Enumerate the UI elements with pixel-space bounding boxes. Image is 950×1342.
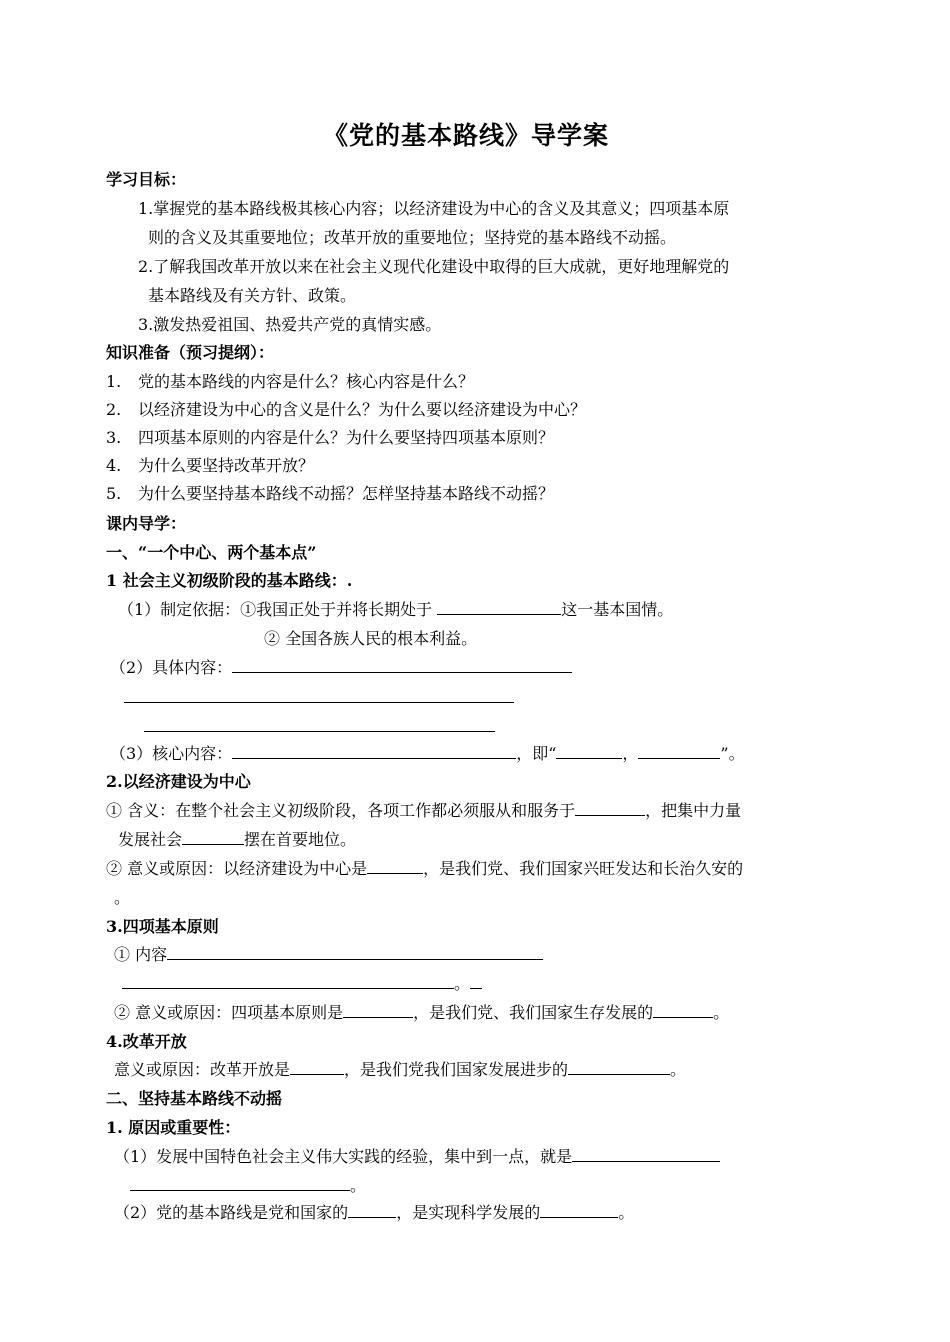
basis-line-2: ② 全国各族人民的根本利益。: [264, 629, 478, 648]
part-2-heading: 二、坚持基本路线不动摇: [106, 1089, 283, 1108]
reason-text-b: ，是我们党、我们国家兴旺发达和长治久安的: [423, 859, 744, 878]
prep-item-text: 为什么要坚持基本路线不动摇？怎样坚持基本路线不动摇？: [138, 484, 555, 503]
prep-item-text: 为什么要坚持改革开放？: [138, 456, 315, 475]
importance-1-text: （1）发展中国特色社会主义伟大实践的经验，集中到一点，就是: [114, 1147, 573, 1166]
blank-principles-reason-1[interactable]: [343, 1003, 413, 1018]
basis-text: （1）制定依据：①我国正处于并将长期处于: [118, 600, 433, 619]
importance-2-line: [114, 1203, 634, 1223]
section-3-heading: 3.四项基本原则: [106, 917, 219, 936]
objective-3: 3.激发热爱祖国、热爱共产党的真情实感。: [138, 315, 442, 334]
prep-item-number: 2.: [106, 400, 122, 419]
reform-reason-line: [114, 1060, 686, 1080]
prep-item-number: 5.: [106, 484, 122, 503]
guide-heading: 课内导学：: [106, 514, 187, 533]
meaning-text: ① 含义：在整个社会主义初级阶段，各项工作都必须服从和服务于: [106, 801, 576, 820]
reform-reason-text: 意义或原因：改革开放是: [114, 1060, 291, 1079]
prep-item-number: 3.: [106, 428, 122, 447]
importance-2-end: 。: [618, 1203, 635, 1222]
prep-item-number: 4.: [106, 456, 122, 475]
blank-national-condition[interactable]: [437, 600, 561, 615]
prep-item-text: 四项基本原则的内容是什么？为什么要坚持四项基本原则？: [138, 428, 555, 447]
importance-2-text: （2）党的基本路线是党和国家的: [114, 1203, 349, 1222]
principles-content-line: [114, 945, 543, 965]
basis-line-1: [118, 600, 673, 620]
content-label: （2）具体内容：: [110, 658, 233, 677]
prep-item-4: [106, 456, 315, 476]
basis-text-end: 这一基本国情。: [561, 600, 674, 619]
core-end: ”。: [720, 744, 745, 763]
reason-2-end: 。: [114, 888, 131, 907]
core-label: （3）核心内容：: [110, 744, 233, 763]
blank-importance-1[interactable]: [572, 1147, 720, 1162]
blank-principles-2[interactable]: [122, 974, 454, 989]
reform-reason-end: 。: [670, 1060, 687, 1079]
reason-text: ② 意义或原因：以经济建设为中心是: [106, 859, 368, 878]
part-1-heading: 一、“一个中心、两个基本点”: [106, 543, 317, 562]
section-1-heading: 1 社会主义初级阶段的基本路线：.: [106, 571, 353, 590]
principles-reason-end: 。: [713, 1003, 730, 1022]
blank-importance-2a[interactable]: [348, 1203, 396, 1218]
objective-2-line2: 基本路线及有关方针、政策。: [148, 286, 357, 305]
prep-item-number: 1.: [106, 372, 122, 391]
principles-content-line-2: [122, 974, 482, 994]
reason-2-line: [106, 859, 743, 879]
blank-importance-1b[interactable]: [130, 1176, 350, 1191]
importance-1-line: [114, 1147, 720, 1167]
prep-item-text: 以经济建设为中心的含义是什么？为什么要以经济建设为中心？: [138, 400, 587, 419]
objectives-heading: 学习目标：: [106, 170, 187, 189]
principles-reason-text: ② 意义或原因：四项基本原则是: [114, 1003, 344, 1022]
blank-reform-1[interactable]: [290, 1060, 344, 1075]
objective-2-line1: 2.了解我国改革开放以来在社会主义现代化建设中取得的巨大成就，更好地理解党的: [138, 257, 730, 276]
blank-core[interactable]: [232, 744, 516, 759]
blank-principles-reason-2[interactable]: [653, 1003, 713, 1018]
importance-1-line-2: [130, 1176, 366, 1196]
meaning-line-2: [118, 830, 356, 850]
blank-meaning-1[interactable]: [575, 801, 645, 816]
core-comma: ，: [622, 744, 639, 763]
core-text: ，即“: [516, 744, 557, 763]
importance-1-end: 。: [350, 1176, 367, 1195]
section-2-heading: 2.以经济建设为中心: [106, 772, 251, 791]
content-line: [110, 658, 572, 678]
meaning-text-b: ，把集中力量: [645, 801, 742, 820]
prep-item-5: [106, 484, 555, 504]
blank-meaning-2[interactable]: [182, 830, 244, 845]
principles-reason-line: [114, 1003, 729, 1023]
section-4-heading: 4.改革开放: [106, 1032, 187, 1051]
reform-reason-text-b: ，是我们党我们国家发展进步的: [344, 1060, 569, 1079]
blank-importance-2b[interactable]: [540, 1203, 618, 1218]
importance-2-text-b: ，是实现科学发展的: [396, 1203, 541, 1222]
prep-heading: 知识准备（预习提纲）：: [106, 343, 275, 362]
prep-item-2: [106, 400, 587, 420]
objective-1-line1: 1.掌握党的基本路线极其核心内容；以经济建设为中心的含义及其意义；四项基本原: [138, 199, 730, 218]
core-line: [110, 744, 745, 764]
page-title: 《党的基本路线》导学案: [323, 121, 610, 150]
blank-core-2[interactable]: [638, 744, 720, 759]
principles-end: 。: [454, 974, 471, 993]
part-2-section-1-heading: 1. 原因或重要性：: [106, 1118, 241, 1137]
objective-1-line2: 则的含义及其重要地位；改革开放的重要地位；坚持党的基本路线不动摇。: [148, 228, 677, 247]
blank-principles-1[interactable]: [167, 945, 543, 960]
blank-content-1[interactable]: [232, 658, 572, 673]
blank-content-2[interactable]: [124, 702, 514, 703]
prep-item-text: 党的基本路线的内容是什么？核心内容是什么？: [138, 372, 475, 391]
meaning-text-d: 摆在首要地位。: [244, 830, 357, 849]
meaning-text-c: 发展社会: [118, 830, 183, 849]
principles-content-label: ① 内容: [114, 945, 168, 964]
blank-core-1[interactable]: [556, 744, 622, 759]
blank-reform-2[interactable]: [568, 1060, 670, 1075]
prep-item-3: [106, 428, 555, 448]
blank-content-3[interactable]: [144, 731, 495, 732]
blank-reason-2[interactable]: [367, 859, 423, 874]
prep-item-1: [106, 372, 475, 392]
meaning-line-1: [106, 801, 741, 821]
principles-reason-text-b: ，是我们党、我们国家生存发展的: [413, 1003, 654, 1022]
blank-principles-3[interactable]: [470, 974, 482, 989]
